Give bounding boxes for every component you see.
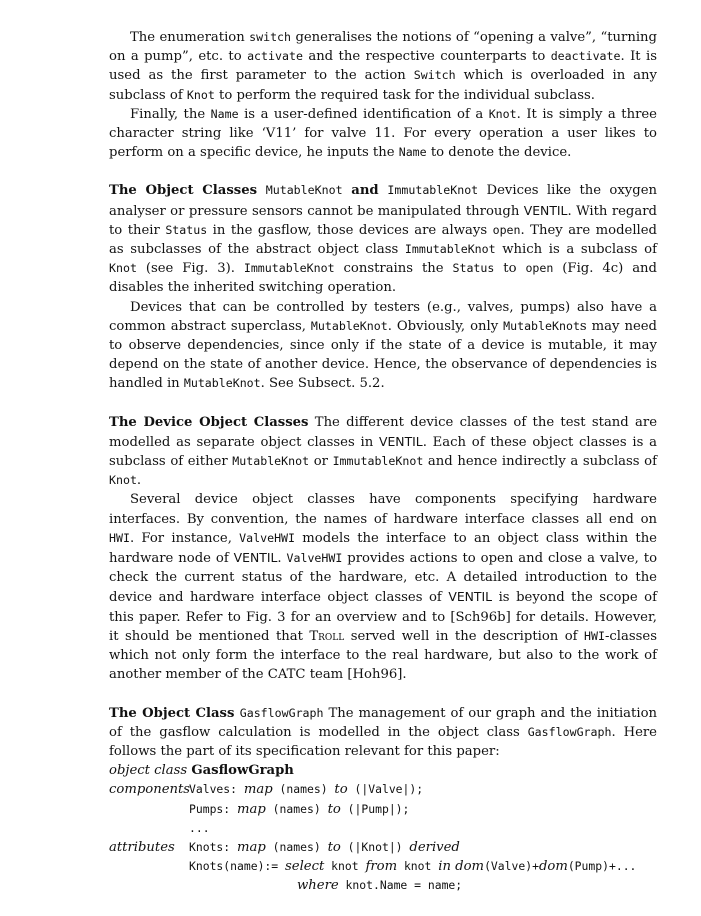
text: models the interface to an object class within the hardware node of bbox=[109, 530, 657, 567]
system-name-troll: Troll bbox=[309, 628, 345, 644]
spec-keyword: dom bbox=[455, 859, 485, 875]
spec-keyword: object class bbox=[109, 763, 188, 779]
code-knot: Knot bbox=[186, 87, 215, 102]
text: served well in the description of bbox=[344, 628, 585, 644]
section-heading: The Device Object Classes bbox=[109, 414, 309, 430]
code-immutableknot: ImmutableKnot bbox=[404, 242, 496, 257]
code-valvehwi: ValveHWI bbox=[239, 530, 296, 545]
spec-body bbox=[189, 800, 409, 819]
code-knot: Knot bbox=[109, 473, 137, 488]
spec-keyword: map bbox=[243, 782, 273, 798]
code-status: Status bbox=[165, 222, 208, 237]
spec-indent bbox=[109, 876, 297, 895]
code-mutableknot: MutableKnot bbox=[232, 454, 310, 469]
spec-code: knot.Name = name; bbox=[338, 878, 463, 893]
code-mutableknot: MutableKnot bbox=[310, 318, 388, 333]
section-gap bbox=[109, 162, 657, 181]
code-switch: switch bbox=[249, 30, 292, 44]
spec-line bbox=[109, 857, 657, 876]
text: is beyond the scope of this paper. Refer to Fig. 3 for an overview and to [Sch96b] for details. However, it should be mentioned that bbox=[109, 590, 657, 644]
code-mutableknot: MutableKnot bbox=[503, 318, 580, 333]
code-gasflowgraph: GasflowGraph bbox=[527, 724, 612, 739]
code-mutableknot: MutableKnot bbox=[183, 376, 261, 391]
section-gasflowgraph bbox=[109, 704, 657, 762]
text: (see Fig. 3). bbox=[136, 261, 244, 277]
code-open: open bbox=[492, 222, 521, 237]
spec-keyword: map bbox=[237, 839, 266, 855]
text: The management of our graph and the initiation of the gasflow calculation is modelled in the object class bbox=[109, 705, 657, 740]
text: and the respective counterparts to bbox=[302, 49, 551, 65]
code-immutableknot: ImmutableKnot bbox=[332, 454, 424, 469]
section-device-object-classes bbox=[109, 413, 657, 491]
code-hwi: HWI bbox=[109, 530, 130, 545]
spec-code: (|Knot|) bbox=[340, 839, 410, 854]
spec-indent bbox=[109, 819, 189, 838]
text: s may need to observe dependencies, since only if the state of a device is mutable, it may depend on the state of another device. Hence, the observance of dependencies is handled in bbox=[109, 318, 657, 392]
spec-body bbox=[297, 876, 462, 895]
specification-listing bbox=[109, 761, 657, 895]
spec-keyword: from bbox=[365, 859, 398, 875]
text: which is a subclass of bbox=[495, 242, 657, 258]
section-mutable-immutable-knot bbox=[109, 181, 657, 297]
spec-body bbox=[189, 857, 636, 876]
spec-code: ... bbox=[189, 820, 210, 835]
text: generalises the notions of “opening a valve”, “turning on a pump”, etc. to bbox=[109, 30, 657, 65]
spec-code: (names) bbox=[272, 782, 335, 797]
text: Finally, the bbox=[130, 106, 211, 122]
spec-indent bbox=[109, 857, 189, 876]
system-name-ventil: VENTIL bbox=[523, 202, 568, 218]
spec-body bbox=[189, 838, 460, 857]
spec-line bbox=[109, 780, 657, 799]
text: . With regard to their bbox=[109, 203, 657, 238]
heading-code-gasflowgraph: GasflowGraph bbox=[239, 705, 324, 720]
text: . They are modelled as subclasses of the abstract object class bbox=[109, 222, 658, 258]
text: . Each of these object classes is a subclass of either bbox=[109, 434, 657, 470]
text: provides actions to open and close a valve, to check the current status of the hardware, etc. A detailed introduction to the device and hardware interface object classes of bbox=[109, 551, 658, 606]
spec-line bbox=[109, 800, 657, 819]
text: constrains the bbox=[334, 261, 453, 277]
paragraph-hardware-interfaces bbox=[109, 490, 657, 684]
code-activate: activate bbox=[247, 49, 303, 64]
text: Several device object classes have components specifying hardware interfaces. By convention, the names of hardware interface classes all end on bbox=[109, 492, 657, 527]
spec-indent bbox=[109, 800, 189, 819]
text: and hence indirectly a subclass of bbox=[423, 454, 657, 470]
spec-line bbox=[109, 838, 657, 857]
text: (Fig. 4c) and disables the inherited switching operation. bbox=[109, 261, 657, 296]
text: . For instance, bbox=[129, 530, 240, 546]
spec-code: (|Valve|); bbox=[347, 782, 424, 797]
spec-line bbox=[109, 761, 657, 780]
section-gap bbox=[109, 394, 657, 413]
system-name-ventil: VENTIL bbox=[233, 550, 278, 566]
code-deactivate: deactivate bbox=[550, 49, 621, 64]
spec-code: Knots: bbox=[189, 839, 238, 854]
spec-keyword: in bbox=[438, 859, 451, 875]
text: . Here follows the part of its specification relevant for this paper: bbox=[109, 724, 657, 759]
spec-code: knot bbox=[324, 859, 366, 874]
section-heading: The Object Classes bbox=[109, 183, 266, 199]
code-immutableknot: ImmutableKnot bbox=[243, 261, 335, 276]
spec-keyword: select bbox=[285, 859, 325, 875]
text: -classes which not only form the interface to the real hardware, but also to the work of another member of the CATC team [Hoh96]. bbox=[109, 628, 657, 683]
spec-class-name: GasflowGraph bbox=[191, 763, 294, 779]
text: Devices that can be controlled by testers (e.g., valves, pumps) also have a common abstract superclass, bbox=[109, 299, 657, 334]
text: . It is simply a three character string like ‘V11’ for valve 11. For every operation a user likes to perform on a specific device, he inputs the bbox=[109, 106, 657, 161]
code-switch-action: Switch bbox=[413, 68, 456, 83]
section-heading: and bbox=[342, 183, 388, 199]
spec-body bbox=[189, 780, 423, 799]
spec-keyword: map bbox=[237, 801, 266, 817]
text: The enumeration bbox=[130, 30, 250, 45]
spec-code: (|Pump|); bbox=[340, 801, 410, 816]
text: in the gasflow, those devices are always bbox=[207, 222, 493, 238]
spec-keyword: where bbox=[297, 878, 339, 894]
paragraph-mutableknot bbox=[109, 298, 657, 394]
code-status: Status bbox=[452, 261, 495, 276]
spec-keyword: components bbox=[109, 782, 191, 798]
text: . See Subsect. 5.2. bbox=[260, 376, 385, 392]
code-knot: Knot bbox=[109, 261, 137, 276]
spec-code: Knots(name):= bbox=[189, 859, 286, 874]
spec-keyword: to bbox=[327, 839, 341, 855]
paragraph-switch-enumeration bbox=[109, 28, 657, 105]
text: to perform the required task for the individual subclass. bbox=[214, 87, 595, 103]
text: . Obviously, only bbox=[387, 318, 504, 334]
section-heading: The Object Class bbox=[109, 705, 240, 721]
text: which is overloaded in any subclass of bbox=[109, 68, 657, 103]
system-name-ventil: VENTIL bbox=[379, 433, 423, 449]
text: . bbox=[277, 551, 287, 567]
text: . bbox=[136, 473, 142, 489]
spec-code: Valves: bbox=[189, 782, 244, 797]
text: or bbox=[309, 454, 333, 470]
system-name-ventil: VENTIL bbox=[448, 589, 493, 605]
text: Devices like the oxygen analyser or pressure sensors cannot be manipulated through bbox=[109, 183, 657, 219]
text: to denote the device. bbox=[426, 145, 572, 161]
spec-keyword: to bbox=[327, 801, 341, 817]
spec-code: (Pump)+... bbox=[567, 859, 637, 874]
code-name: Name bbox=[398, 145, 427, 160]
text: . It is used as the first parameter to the action bbox=[109, 49, 658, 84]
code-name: Name bbox=[210, 106, 239, 121]
paper-page bbox=[109, 28, 657, 896]
text: The different device classes of the test stand are modelled as separate object classes in bbox=[109, 414, 657, 450]
spec-code: Pumps: bbox=[189, 801, 238, 816]
heading-code-immutableknot: ImmutableKnot bbox=[387, 183, 479, 198]
spec-keyword: to bbox=[334, 782, 348, 798]
code-hwi: HWI bbox=[584, 628, 605, 643]
heading-code-mutableknot: MutableKnot bbox=[265, 183, 343, 198]
section-gap bbox=[109, 685, 657, 704]
spec-keyword: dom bbox=[538, 859, 568, 875]
spec-code: (names) bbox=[265, 839, 328, 854]
spec-keyword: derived bbox=[409, 839, 460, 855]
spec-code: knot bbox=[397, 859, 439, 874]
paragraph-name bbox=[109, 105, 657, 163]
spec-code: (names) bbox=[265, 801, 328, 816]
code-knot: Knot bbox=[488, 106, 517, 121]
spec-line bbox=[109, 819, 657, 838]
text: to bbox=[494, 261, 526, 277]
spec-keyword: attributes bbox=[109, 839, 175, 855]
code-valvehwi: ValveHWI bbox=[286, 551, 343, 566]
code-open: open bbox=[525, 261, 554, 276]
spec-line bbox=[109, 876, 657, 895]
text: is a user-defined identification of a bbox=[238, 106, 489, 122]
spec-code: (Valve)+ bbox=[484, 859, 539, 874]
